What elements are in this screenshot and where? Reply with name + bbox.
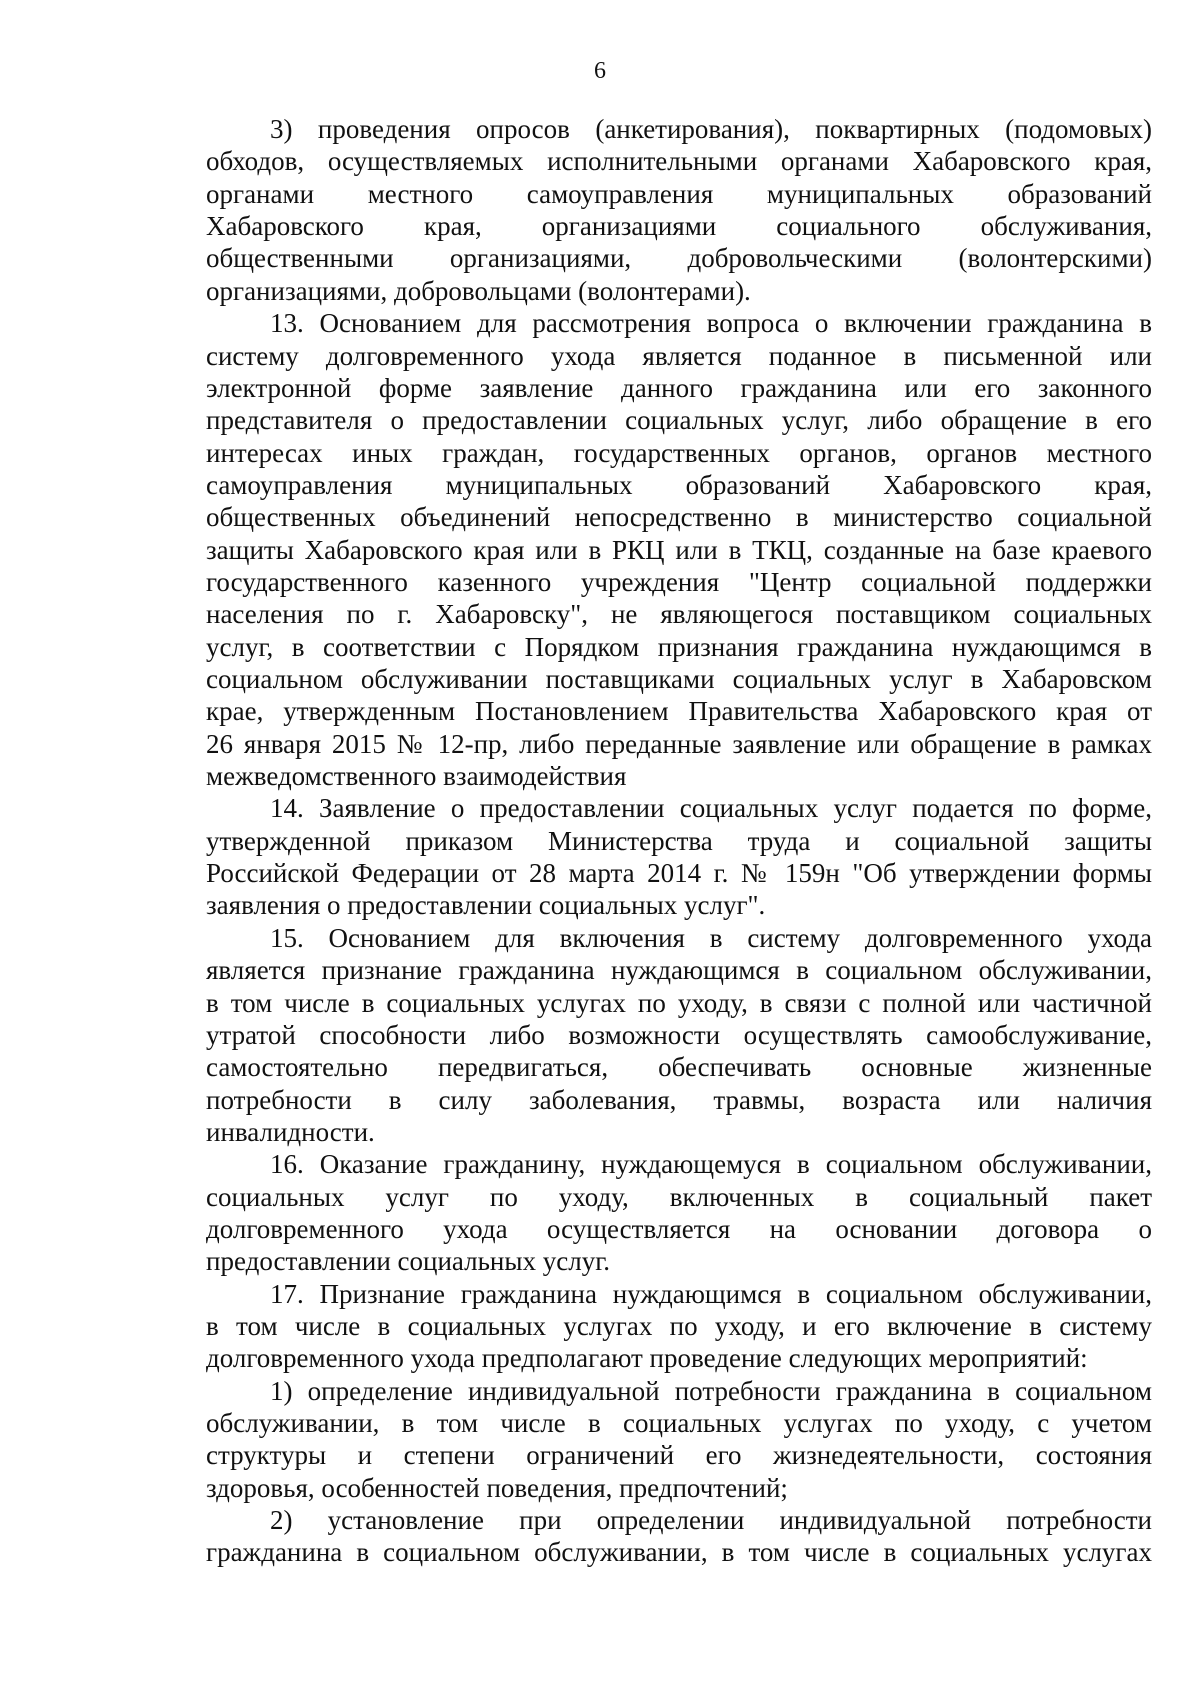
text-line: 17. Признание гражданина нуждающимся в социальном обслуживании, <box>270 1278 1152 1309</box>
text-line: населения по г. Хабаровску", не являющегося поставщиком социальных <box>206 599 1152 630</box>
text-line: 26 января 2015 № 12-пр, либо переданные заявление или обращение в рамках <box>206 728 1152 759</box>
text-line: органами местного самоуправления муниципальных образований <box>206 178 1152 209</box>
text-line: инвалидности. <box>206 1116 375 1147</box>
text-line: гражданина в социальном обслуживании, в том числе в социальных услугах <box>206 1537 1152 1568</box>
text-line: является признание гражданина нуждающимся в социальном обслуживании, <box>206 955 1152 986</box>
text-line: 3) проведения опросов (анкетирования), поквартирных (подомовых) <box>270 114 1152 144</box>
text-line: общественными организациями, добровольческими (волонтерскими) <box>206 243 1152 274</box>
text-line: 16. Оказание гражданину, нуждающемуся в социальном обслуживании, <box>270 1149 1152 1180</box>
text-line: обходов, осуществляемых исполнительными органами Хабаровского края, <box>206 146 1152 177</box>
text-line: общественных объединений непосредственно в министерство социальной <box>206 502 1152 533</box>
text-line: долговременного ухода предполагают проведение следующих мероприятий: <box>206 1343 1088 1374</box>
text-line: социальных услуг по уходу, включенных в социальный пакет <box>206 1181 1152 1212</box>
text-line: Российской Федерации от 28 марта 2014 г. № 159н "Об утверждении формы <box>206 858 1152 889</box>
text-line: обслуживании, в том числе в социальных услугах по уходу, с учетом <box>206 1408 1152 1438</box>
text-line: самостоятельно передвигаться, обеспечивать основные жизненные <box>206 1052 1152 1083</box>
text-line: 1) определение индивидуальной потребности гражданина в социальном <box>270 1375 1152 1406</box>
text-line: 15. Основанием для включения в систему долговременного ухода <box>270 922 1152 953</box>
text-line: в том числе в социальных услугах по уходу, и его включение в систему <box>206 1311 1152 1341</box>
text-line: заявления о предоставлении социальных услуг". <box>206 890 766 921</box>
text-line: в том числе в социальных услугах по уходу, в связи с полной или частичной <box>206 987 1152 1018</box>
text-line: организациями, добровольцами (волонтерами). <box>206 275 751 306</box>
text-line: межведомственного взаимодействия <box>206 761 627 791</box>
text-line: защиты Хабаровского края или в РКЦ или в ТКЦ, созданные на базе краевого <box>206 534 1152 565</box>
text-line: здоровья, особенностей поведения, предпочтений; <box>206 1472 788 1503</box>
text-line: интересах иных граждан, государственных органов, органов местного <box>206 437 1152 468</box>
text-line: электронной форме заявление данного гражданина или его законного <box>206 372 1152 403</box>
text-line: утратой способности либо возможности осуществлять самообслуживание, <box>206 1019 1152 1050</box>
text-line: потребности в силу заболевания, травмы, возраста или наличия <box>206 1084 1152 1115</box>
text-line: предоставлении социальных услуг. <box>206 1246 610 1277</box>
text-line: представителя о предоставлении социальных услуг, либо обращение в его <box>206 405 1152 436</box>
text-line: самоуправления муниципальных образований Хабаровского края, <box>206 469 1152 500</box>
text-line: долговременного ухода осуществляется на основании договора о <box>206 1213 1152 1244</box>
text-line: 13. Основанием для рассмотрения вопроса о включении гражданина в <box>270 308 1152 339</box>
text-line: социальном обслуживании поставщиками социальных услуг в Хабаровском <box>206 664 1152 694</box>
text-line: услуг, в соответствии с Порядком признания гражданина нуждающимся в <box>206 631 1152 662</box>
text-line: структуры и степени ограничений его жизнедеятельности, состояния <box>206 1440 1152 1471</box>
text-line: 2) установление при определении индивидуальной потребности <box>270 1505 1152 1535</box>
text-line: крае, утвержденным Постановлением Правительства Хабаровского края от <box>206 696 1152 727</box>
page-number: 6 <box>594 58 606 84</box>
text-line: 14. Заявление о предоставлении социальных услуг подается по форме, <box>270 793 1152 824</box>
text-line: государственного казенного учреждения "Центр социальной поддержки <box>206 566 1152 597</box>
text-line: Хабаровского края, организациями социального обслуживания, <box>206 211 1152 242</box>
text-line: систему долговременного ухода является поданное в письменной или <box>206 340 1152 371</box>
text-line: утвержденной приказом Министерства труда и социальной защиты <box>206 825 1152 856</box>
